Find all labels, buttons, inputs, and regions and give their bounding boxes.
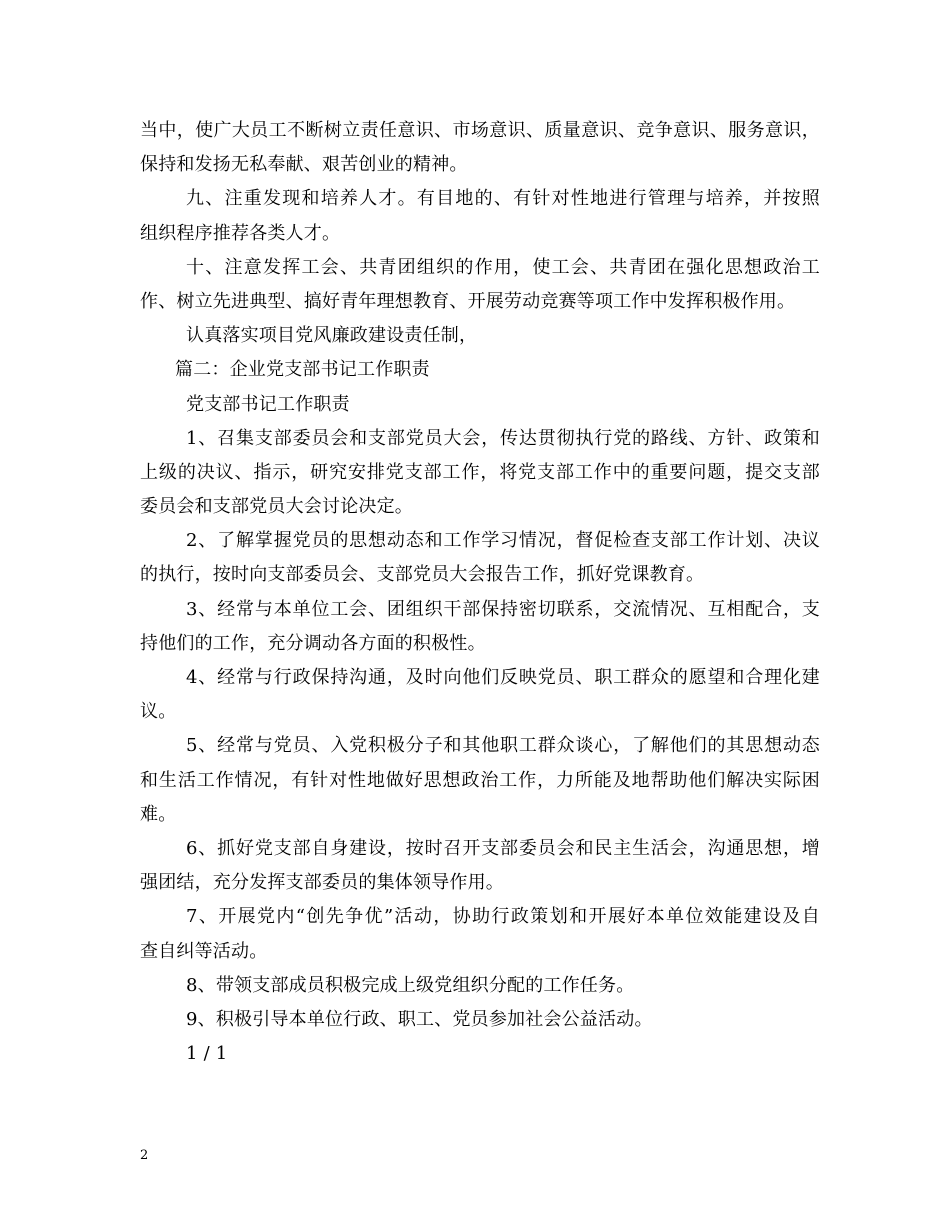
text-line: 6、抓好党支部自身建设，按时召开支部委员会和民主生活会，沟通思想，增 bbox=[186, 837, 820, 859]
section-title: 党支部书记工作职责 bbox=[186, 393, 350, 415]
text-line: 查自纠等活动。 bbox=[140, 940, 268, 962]
text-line: 9、积极引导本单位行政、职工、党员参加社会公益活动。 bbox=[186, 1008, 653, 1030]
text-line: 议。 bbox=[140, 701, 177, 723]
page-count: 1 / 1 bbox=[186, 1043, 228, 1065]
text-line: 认真落实项目党风廉政建设责任制， bbox=[186, 325, 478, 347]
text-line: 和生活工作情况，有针对性地做好思想政治工作，力所能及地帮助他们解决实际困 bbox=[140, 769, 820, 791]
text-line: 3、经常与本单位工会、团组织干部保持密切联系，交流情况、互相配合，支 bbox=[186, 598, 820, 620]
text-line: 十、注意发挥工会、共青团组织的作用，使工会、共青团在强化思想政治工 bbox=[186, 256, 820, 278]
text-line: 难。 bbox=[140, 803, 177, 825]
text-line: 1、召集支部委员会和支部党员大会，传达贯彻执行党的路线、方针、政策和 bbox=[186, 427, 820, 449]
text-line: 8、带领支部成员积极完成上级党组织分配的工作任务。 bbox=[186, 974, 635, 996]
text-line: 当中，使广大员工不断树立责任意识、市场意识、质量意识、竞争意识、服务意识， bbox=[140, 120, 820, 141]
text-line: 保持和发扬无私奉献、艰苦创业的精神。 bbox=[140, 154, 468, 176]
footer-page-number: 2 bbox=[140, 1148, 149, 1163]
text-line: 作、树立先进典型、搞好青年理想教育、开展劳动竞赛等项工作中发挥积极作用。 bbox=[140, 290, 796, 312]
section-heading: 篇二：企业党支部书记工作职责 bbox=[175, 359, 430, 381]
text-line: 4、经常与行政保持沟通，及时向他们反映党员、职工群众的愿望和合理化建 bbox=[186, 667, 820, 688]
document-body bbox=[140, 114, 820, 1071]
text-line: 的执行，按时向支部委员会、支部党员大会报告工作，抓好党课教育。 bbox=[140, 564, 705, 586]
text-line: 5、经常与党员、入党积极分子和其他职工群众谈心，了解他们的其思想动态 bbox=[186, 735, 820, 757]
text-line: 委员会和支部党员大会讨论决定。 bbox=[140, 496, 413, 518]
text-line: 九、注重发现和培养人才。有目地的、有针对性地进行管理与培养，并按照 bbox=[186, 188, 820, 210]
text-line: 组织程序推荐各类人才。 bbox=[140, 222, 341, 244]
text-line: 7、开展党内“创先争优”活动，协助行政策划和开展好本单位效能建设及自 bbox=[186, 906, 820, 928]
text-line: 2、了解掌握党员的思想动态和工作学习情况，督促检查支部工作计划、决议 bbox=[186, 530, 820, 552]
text-line: 强团结，充分发挥支部委员的集体领导作用。 bbox=[140, 872, 504, 894]
text-line: 上级的决议、指示，研究安排党支部工作，将党支部工作中的重要问题，提交支部 bbox=[140, 461, 820, 483]
text-line: 持他们的工作，充分调动各方面的积极性。 bbox=[140, 632, 486, 654]
